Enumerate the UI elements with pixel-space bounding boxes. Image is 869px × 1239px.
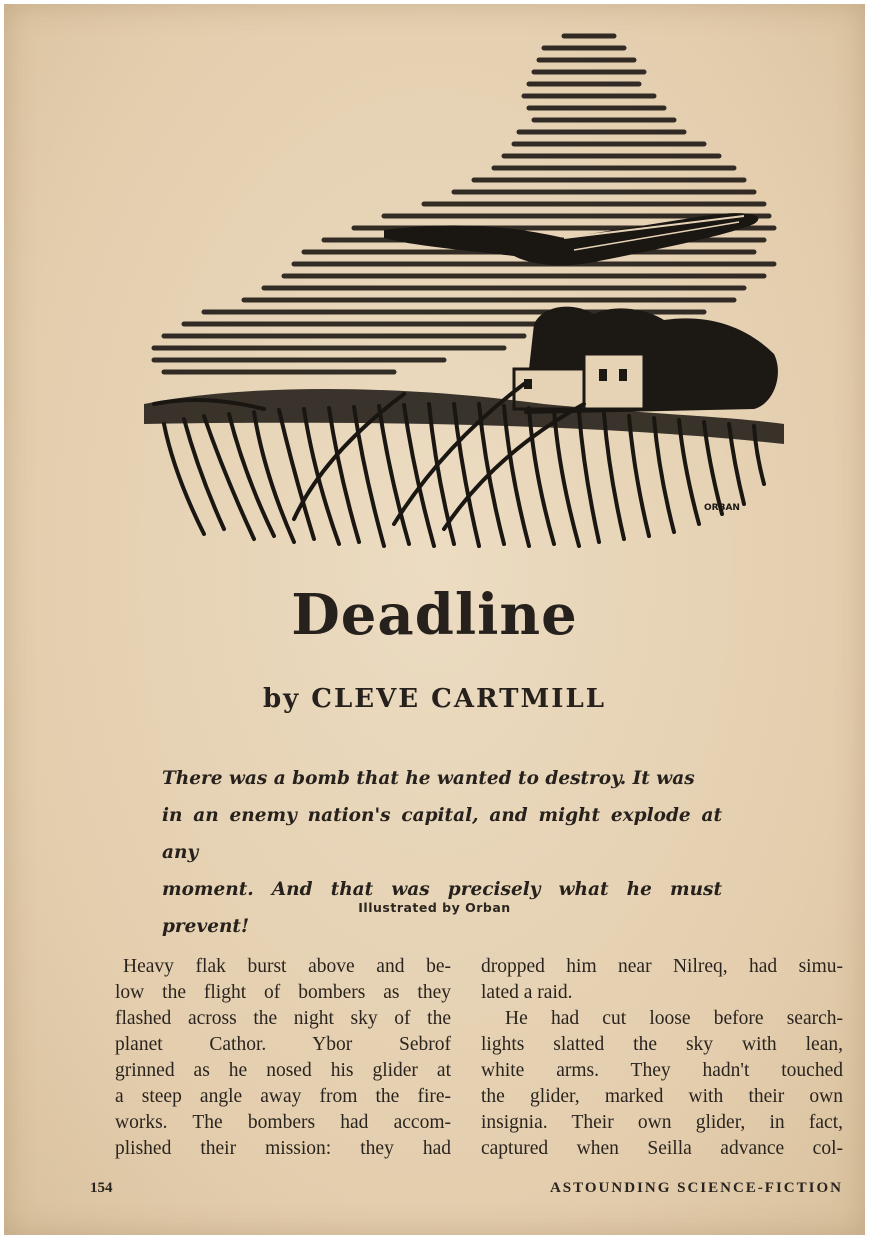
magazine-page	[4, 4, 865, 1235]
illustration-signature: ORBAN	[704, 503, 740, 513]
body-column-left	[115, 954, 451, 1162]
body-line: lights slatted the sky with lean,	[481, 1034, 843, 1055]
body-line: the glider, marked with their own	[481, 1086, 843, 1107]
body-line: white arms. They hadn't touched	[481, 1060, 843, 1081]
illustration-credit: Illustrated by Orban	[358, 900, 511, 915]
body-line: works. The bombers had accom-	[115, 1112, 451, 1133]
story-title: Deadline	[291, 582, 578, 648]
body-line: insignia. Their own glider, in fact,	[481, 1112, 843, 1133]
blurb-line: moment. And that was precisely what he must prevent!	[162, 879, 722, 937]
page-number: 154	[90, 1180, 113, 1196]
body-line: planet Cathor. Ybor Sebrof	[115, 1034, 451, 1055]
body-line: grinned as he nosed his glider at	[115, 1060, 451, 1081]
body-line: low the flight of bombers as they	[115, 982, 451, 1003]
blurb-line: There was a bomb that he wanted to destroy. It was	[162, 768, 695, 789]
body-line: He had cut loose before search-	[505, 1008, 843, 1029]
story-byline: by CLEVE CARTMILL	[262, 684, 607, 714]
body-line: flashed across the night sky of the	[115, 1008, 451, 1029]
body-line: lated a raid.	[481, 982, 573, 1003]
blurb-line: in an enemy nation's capital, and might explode at any	[162, 805, 722, 863]
body-line: dropped him near Nilreq, had simu-	[481, 956, 843, 977]
body-line: a steep angle away from the fire-	[115, 1086, 451, 1107]
glider-illustration	[144, 24, 794, 554]
body-line: plished their mission: they had	[115, 1138, 451, 1159]
body-line: captured when Seilla advance col-	[481, 1138, 843, 1159]
body-column-right	[481, 954, 843, 1162]
story-blurb	[162, 760, 722, 945]
body-line: Heavy flak burst above and be-	[123, 956, 451, 977]
magazine-name: ASTOUNDING SCIENCE-FICTION	[549, 1180, 843, 1196]
